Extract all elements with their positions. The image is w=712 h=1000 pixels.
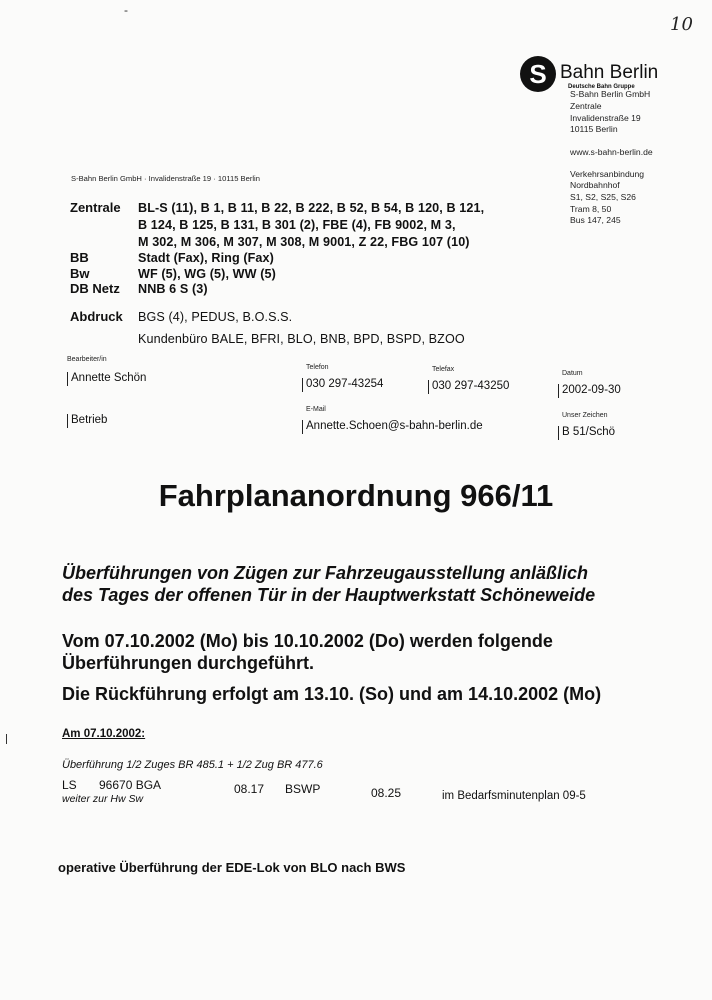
transport-bus: Bus 147, 245 [570, 215, 621, 225]
telefon-bracket [302, 378, 303, 392]
document-title: Fahrplananordnung 966/11 [158, 478, 554, 513]
zeichen-bracket [558, 426, 559, 440]
transport-tram: Tram 8, 50 [570, 204, 612, 214]
date-heading: Am 07.10.2002: [62, 728, 146, 740]
datum-bracket [558, 384, 559, 398]
betrieb-bracket [67, 414, 68, 428]
body-line-2: Überführungen durchgeführt. [62, 653, 314, 673]
body-line-3: Die Rückführung erfolgt am 13.10. (So) und am 14.10.2002 (Mo) [62, 684, 602, 704]
train-type: LS [62, 778, 77, 792]
sender-line: S-Bahn Berlin GmbH · Invalidenstraße 19 · 10115 Berlin [71, 174, 260, 183]
abdruck-label: Abdruck [70, 309, 123, 324]
abdruck-line-2: Kundenbüro BALE, BFRI, BLO, BNB, BPD, BSPD, BZOO [138, 332, 465, 346]
datum-label: Datum [562, 370, 583, 377]
address-city: 10115 Berlin [570, 124, 618, 134]
zeichen-value: B 51/Schö [562, 426, 616, 438]
betrieb-value: Betrieb [71, 414, 108, 426]
email-label: E-Mail [306, 406, 326, 413]
zentrale-line-1: BL-S (11), B 1, B 11, B 22, B 222, B 52, B 54, B 120, B 121, [138, 201, 485, 215]
telefax-bracket [428, 380, 429, 394]
station-code: BSWP [285, 782, 321, 796]
body-line-1: Vom 07.10.2002 (Mo) bis 10.10.2002 (Do) werden folgende [62, 631, 553, 651]
dbnetz-label: DB Netz [70, 281, 120, 296]
datum-value: 2002-09-30 [562, 384, 621, 396]
train-number: 96670 BGA [99, 778, 162, 792]
address-dept: Zentrale [570, 101, 602, 111]
dbnetz-value: NNB 6 S (3) [138, 282, 208, 296]
email-bracket [302, 420, 303, 434]
page-number: 10 [670, 14, 693, 35]
operative-note: operative Überführung der EDE-Lok von BLO nach BWS [58, 860, 406, 875]
subtitle-line-2: des Tages der offenen Tür in der Hauptwerkstatt Schöneweide [62, 585, 596, 605]
bearbeiter-bracket [67, 372, 68, 386]
zeichen-label: Unser Zeichen [562, 412, 608, 419]
transfer-note: Überführung 1/2 Zuges BR 485.1 + 1/2 Zug BR 477.6 [62, 759, 323, 771]
abdruck-line-1: BGS (4), PEDUS, B.O.S.S. [138, 310, 293, 324]
address-street: Invalidenstraße 19 [570, 113, 641, 123]
transport-station: Nordbahnhof [570, 180, 620, 190]
arrival-time: 08.25 [371, 786, 402, 800]
departure-time: 08.17 [234, 782, 265, 796]
zentrale-label: Zentrale [70, 200, 121, 215]
onwards-note: weiter zur Hw Sw [62, 793, 144, 805]
address-web: www.s-bahn-berlin.de [570, 147, 653, 157]
bearbeiter-label: Bearbeiter/in [67, 356, 107, 363]
telefon-label: Telefon [306, 364, 329, 371]
logo-group: Deutsche Bahn Gruppe [568, 84, 635, 90]
bb-value: Stadt (Fax), Ring (Fax) [138, 251, 274, 265]
telefon-value: 030 297-43254 [306, 378, 384, 390]
logo-name: Bahn Berlin [560, 62, 659, 83]
zentrale-line-2: B 124, B 125, B 131, B 301 (2), FBE (4), FB 9002, M 3, [138, 218, 456, 232]
zentrale-line-3: M 302, M 306, M 307, M 308, M 9001, Z 22, FBG 107 (10) [138, 235, 470, 249]
margin-mark [6, 734, 7, 744]
telefax-label: Telefax [432, 366, 455, 373]
s-bahn-logo-icon: S [520, 56, 556, 92]
bearbeiter-value: Annette Schön [71, 372, 147, 384]
subtitle-line-1: Überführungen von Zügen zur Fahrzeugausstellung anläßlich [62, 563, 589, 583]
scan-mark: - [124, 3, 128, 17]
transport-sbahn: S1, S2, S25, S26 [570, 192, 636, 202]
bb-label: BB [70, 250, 89, 265]
address-company: S-Bahn Berlin GmbH [570, 89, 651, 99]
transport-heading: Verkehrsanbindung [570, 169, 645, 179]
email-value: Annette.Schoen@s-bahn-berlin.de [306, 420, 483, 432]
bw-label: Bw [70, 266, 90, 281]
plan-note: im Bedarfsminutenplan 09-5 [442, 790, 586, 802]
telefax-value: 030 297-43250 [432, 380, 510, 392]
bw-value: WF (5), WG (5), WW (5) [138, 267, 276, 281]
